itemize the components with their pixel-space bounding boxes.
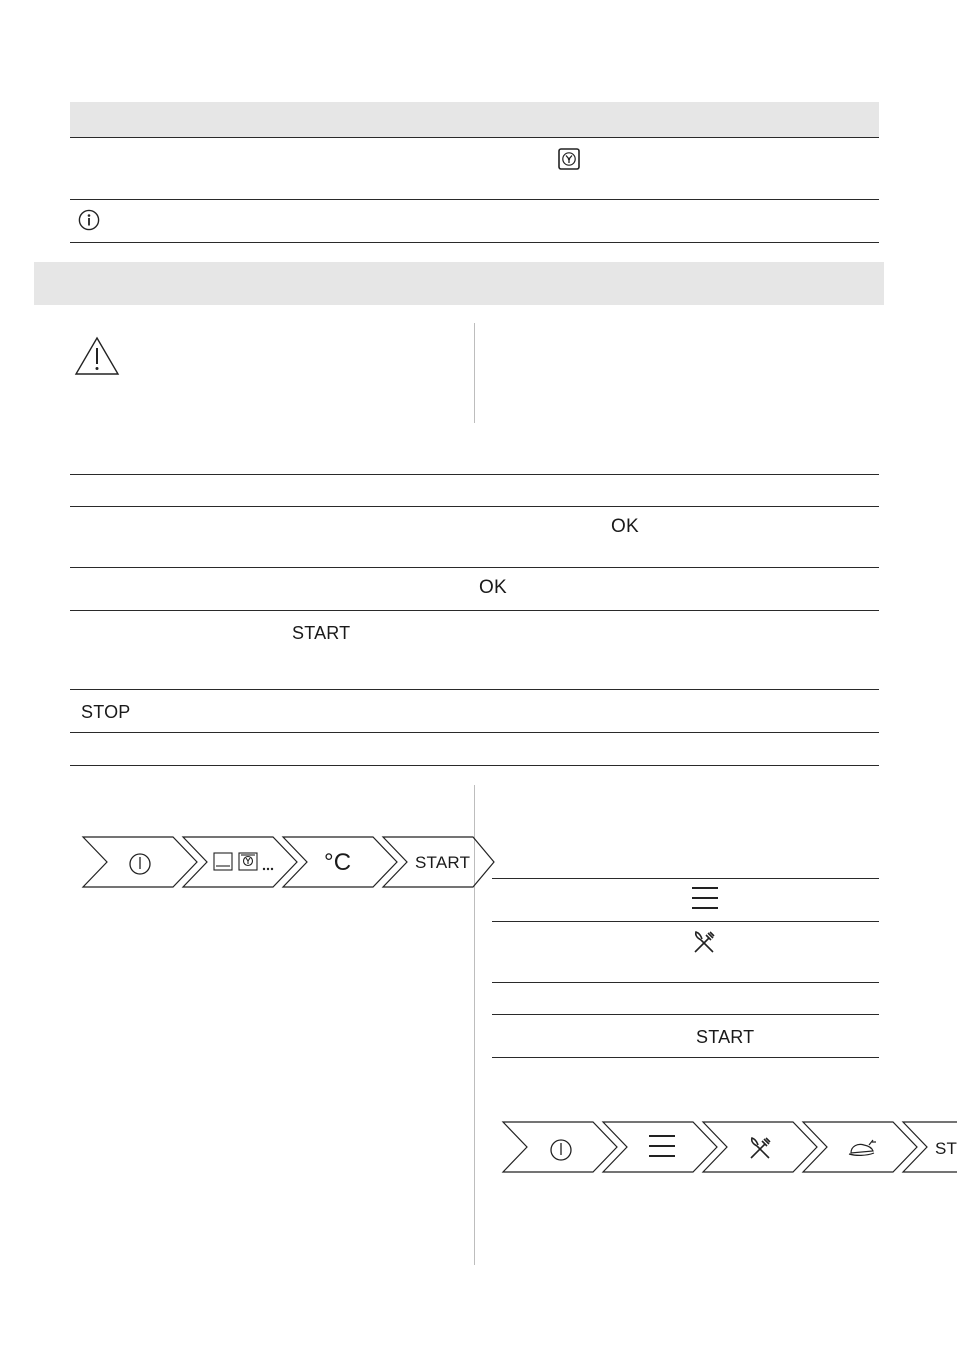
flow-step-dish — [803, 1122, 917, 1172]
menu-icon — [649, 1136, 675, 1156]
start-label: START — [292, 623, 351, 643]
table-divider — [70, 242, 879, 243]
temperature-icon: °C — [324, 849, 352, 876]
fan-button-icon — [558, 148, 580, 170]
column-divider — [474, 323, 475, 423]
table-divider — [70, 567, 879, 568]
ok-label: OK — [479, 577, 507, 598]
power-icon — [130, 854, 150, 874]
table-divider — [70, 506, 879, 507]
flow-step-function — [183, 837, 297, 887]
heating-function-icons — [214, 853, 257, 870]
cutlery-icon — [692, 930, 716, 954]
table-divider — [70, 765, 879, 766]
table-divider — [70, 610, 879, 611]
section-header-band — [34, 262, 884, 305]
table-divider — [70, 689, 879, 690]
start-label: START — [696, 1027, 755, 1047]
table-divider — [492, 1014, 879, 1015]
flow-step-assisted — [703, 1122, 817, 1172]
table-divider — [70, 474, 879, 475]
ok-label: OK — [611, 516, 639, 537]
table-header-band — [70, 102, 879, 138]
flow-diagram-right — [500, 1120, 950, 1176]
flow-start-label: START — [415, 853, 471, 872]
table-divider — [492, 921, 879, 922]
stop-label: STOP — [81, 702, 131, 722]
table-divider — [70, 732, 879, 733]
warning-icon — [74, 336, 120, 376]
table-divider — [70, 199, 879, 200]
power-icon — [551, 1140, 571, 1160]
table-divider — [492, 878, 879, 879]
table-divider — [70, 137, 879, 138]
flow-step-power — [503, 1122, 617, 1172]
info-icon — [78, 209, 100, 231]
cutlery-icon — [751, 1138, 770, 1158]
dish-icon — [849, 1140, 876, 1155]
menu-icon — [691, 886, 719, 910]
flow-start-label: ST — [935, 1139, 957, 1158]
table-divider — [492, 982, 879, 983]
table-divider — [492, 1057, 879, 1058]
